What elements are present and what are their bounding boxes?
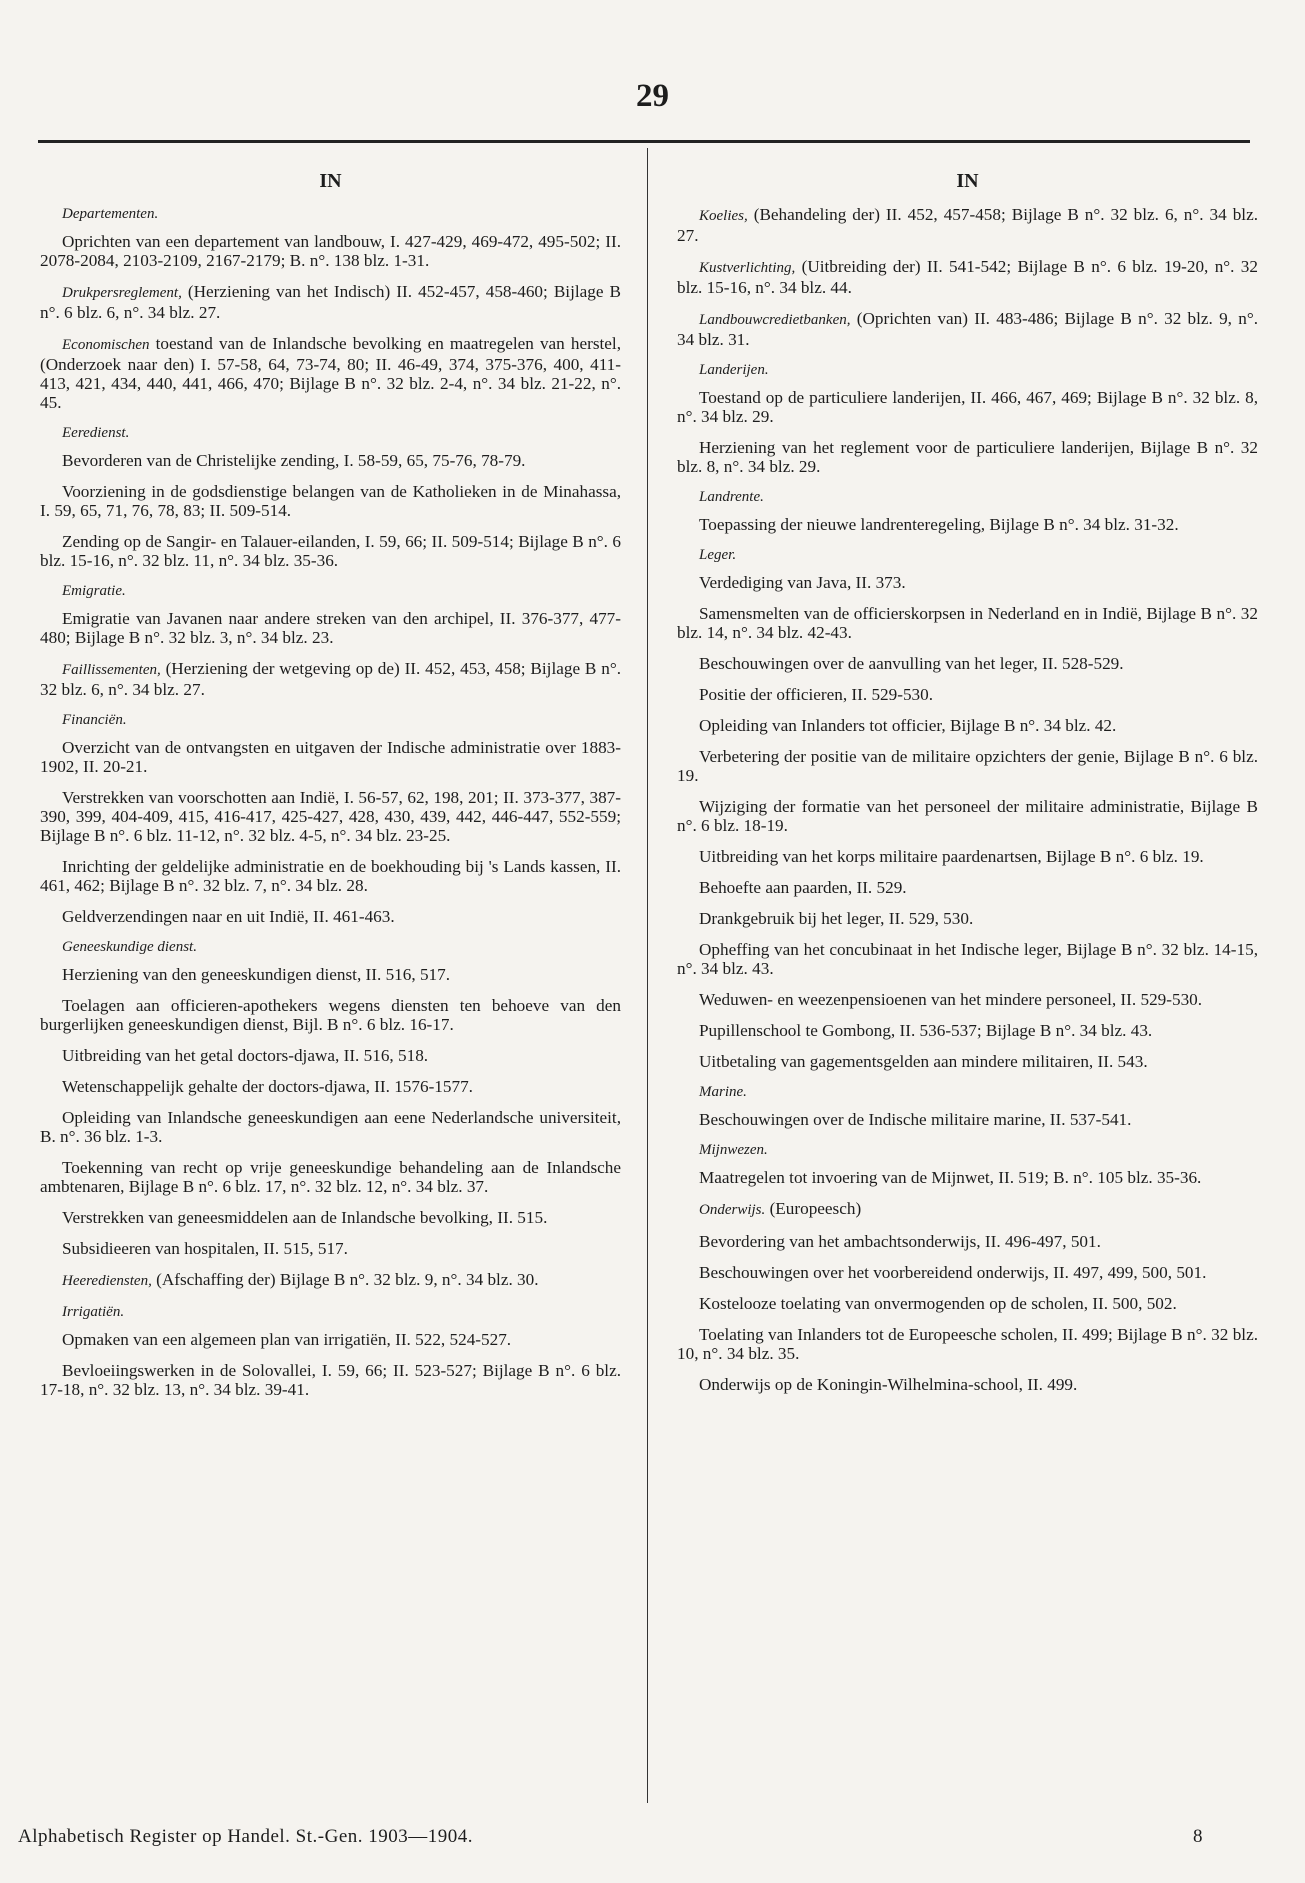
index-entry: Kostelooze toelating van onvermogenden op de scholen, II. 500, 502.	[699, 1294, 1177, 1313]
index-entry: Emigratie van Javanen naar andere streken van den archipel, II. 376-377, 477-480; Bijlage B n°. 32 blz. 3, n°. 34 blz. 23.	[40, 609, 621, 647]
entry-text: (Oprichten van) II. 483-486; Bijlage B n°. 32 blz. 9, n°. 34 blz. 31.	[677, 309, 1258, 349]
index-entry: Bevloeiingswerken in de Solovallei, I. 59, 66; II. 523-527; Bijlage B n°. 6 blz. 17-18, n°. 32 blz. 13, n°. 34 blz. 39-41.	[40, 1361, 621, 1399]
index-entry: Toelating van Inlanders tot de Europeesche scholen, II. 499; Bijlage B n°. 32 blz. 10, n°. 34 blz. 35.	[677, 1325, 1258, 1363]
index-entry	[677, 205, 1258, 245]
right-entries	[677, 205, 1258, 1394]
index-entry: Wijziging der formatie van het personeel der militaire administratie, Bijlage B n°. 6 blz. 18-19.	[677, 797, 1258, 835]
index-entry: Verstrekken van voorschotten aan Indië, I. 56-57, 62, 198, 201; II. 373-377, 387-390, 399, 404-409, 415, 416-417, 425-427, 428, 430, 439, 442, 446-447, 552-559; Bijlage B n°. 6 blz. 11-12, n°. 32 blz. 4-5, n°. 34 blz. 23-25.	[40, 788, 621, 845]
index-entry: Opmaken van een algemeen plan van irrigatiën, II. 522, 524-527.	[62, 1330, 512, 1349]
index-entry: Positie der officieren, II. 529-530.	[699, 685, 934, 704]
index-entry	[677, 257, 1258, 297]
footer-sheet-number: 8	[1193, 1826, 1203, 1847]
index-entry: Herziening van het reglement voor de particuliere landerijen, Bijlage B n°. 32 blz. 8, n°. 34 blz. 29.	[677, 438, 1258, 476]
index-entry: Wetenschappelijk gehalte der doctors-djawa, II. 1576-1577.	[62, 1077, 473, 1096]
index-entry: Uitbreiding van het getal doctors-djawa, II. 516, 518.	[62, 1046, 429, 1065]
page-footer	[18, 1826, 1203, 1848]
index-entry	[40, 1270, 621, 1291]
section-heading: Marine.	[699, 1084, 747, 1100]
index-entry: Verdediging van Java, II. 373.	[699, 573, 906, 592]
section-heading: Landrente.	[699, 489, 764, 505]
entry-text: (Herziening der wetgeving op de) II. 452, 453, 458; Bijlage B n°. 32 blz. 6, n°. 34 blz. 27.	[40, 659, 621, 699]
entry-keyword: Landbouwcredietbanken,	[699, 312, 851, 328]
index-entry: Drankgebruik bij het leger, II. 529, 530.	[699, 909, 974, 928]
index-entry: Bevordering van het ambachtsonderwijs, II. 496-497, 501.	[699, 1232, 1101, 1251]
index-entry: Beschouwingen over het voorbereidend onderwijs, II. 497, 499, 500, 501.	[699, 1263, 1207, 1282]
index-entry: Herziening van den geneeskundigen dienst, II. 516, 517.	[62, 965, 451, 984]
right-column-heading: IN	[956, 170, 979, 192]
entry-text: (Afschaffing der) Bijlage B n°. 32 blz. 9, n°. 34 blz. 30.	[151, 1270, 539, 1289]
index-entry	[677, 309, 1258, 349]
index-entry: Verbetering der positie van de militaire opzichters der genie, Bijlage B n°. 6 blz. 19.	[677, 747, 1258, 785]
index-entry: Maatregelen tot invoering van de Mijnwet, II. 519; B. n°. 105 blz. 35-36.	[699, 1168, 1202, 1187]
index-entry	[40, 659, 621, 699]
section-heading: Landerijen.	[699, 362, 769, 378]
index-entry: Zending op de Sangir- en Talauer-eilanden, I. 59, 66; II. 509-514; Bijlage B n°. 6 blz. 15-16, n°. 32 blz. 11, n°. 34 blz. 35-36.	[40, 532, 621, 570]
right-column	[677, 170, 1258, 1406]
entry-text: toestand van de Inlandsche bevolking en maatregelen van herstel, (Onderzoek naar den) I. 57-58, 64, 73-74, 80; II. 46-49, 374, 375-376, 400, 411-413, 421, 434, 440, 441, 466, 470; Bijlage B n°. 32 blz. 2-4, n°. 34 blz. 21-22, n°. 45.	[40, 334, 621, 412]
section-heading: Financiën.	[62, 712, 127, 728]
index-entry: Behoefte aan paarden, II. 529.	[699, 878, 907, 897]
index-entry: Weduwen- en weezenpensioenen van het mindere personeel, II. 529-530.	[699, 990, 1203, 1009]
section-heading: Departementen.	[62, 206, 159, 222]
index-entry: Onderwijs op de Koningin-Wilhelmina-school, II. 499.	[699, 1375, 1078, 1394]
index-entry: Overzicht van de ontvangsten en uitgaven der Indische administratie over 1883-1902, II. 20-21.	[40, 738, 621, 776]
index-entry: Toekenning van recht op vrije geneeskundige behandeling aan de Inlandsche ambtenaren, Bijlage B n°. 6 blz. 17, n°. 32 blz. 12, n°. 34 blz. 37.	[40, 1158, 621, 1196]
index-entry	[40, 282, 621, 322]
index-entry: Voorziening in de godsdienstige belangen van de Katholieken in de Minahassa, I. 59, 65, 71, 76, 78, 83; II. 509-514.	[40, 482, 621, 520]
index-entry: Uitbetaling van gagementsgelden aan mindere militairen, II. 543.	[699, 1052, 1148, 1071]
index-entry: Uitbreiding van het korps militaire paardenartsen, Bijlage B n°. 6 blz. 19.	[699, 847, 1204, 866]
index-entry	[677, 1199, 1258, 1220]
index-entry: Opheffing van het concubinaat in het Indische leger, Bijlage B n°. 32 blz. 14-15, n°. 34 blz. 43.	[677, 940, 1258, 978]
entry-text: (Herziening van het Indisch) II. 452-457, 458-460; Bijlage B n°. 6 blz. 6, n°. 34 blz. 27.	[40, 282, 621, 322]
index-entry: Toestand op de particuliere landerijen, II. 466, 467, 469; Bijlage B n°. 32 blz. 8, n°. 34 blz. 29.	[677, 388, 1258, 426]
entry-keyword: Kustverlichting,	[699, 260, 796, 276]
entry-keyword: Onderwijs.	[699, 1202, 766, 1218]
index-entry: Samensmelten van de officierskorpsen in Nederland en in Indië, Bijlage B n°. 32 blz. 14, n°. 34 blz. 42-43.	[677, 604, 1258, 642]
index-entry: Inrichting der geldelijke administratie en de boekhouding bij 's Lands kassen, II. 461, 462; Bijlage B n°. 32 blz. 7, n°. 34 blz. 28.	[40, 857, 621, 895]
section-heading: Eeredienst.	[62, 425, 130, 441]
left-column-heading: IN	[319, 170, 342, 192]
section-heading: Mijnwezen.	[699, 1142, 768, 1158]
index-entry: Subsidieeren van hospitalen, II. 515, 517.	[62, 1239, 348, 1258]
left-column	[40, 170, 621, 1411]
section-heading: Irrigatiën.	[62, 1304, 125, 1320]
index-entry: Pupillenschool te Gombong, II. 536-537; Bijlage B n°. 34 blz. 43.	[699, 1021, 1153, 1040]
index-entry: Bevorderen van de Christelijke zending, I. 58-59, 65, 75-76, 78-79.	[62, 451, 526, 470]
index-entry: Geldverzendingen naar en uit Indië, II. 461-463.	[62, 907, 395, 926]
index-entry: Opleiding van Inlanders tot officier, Bijlage B n°. 34 blz. 42.	[699, 716, 1117, 735]
index-entry: Toelagen aan officieren-apothekers wegens diensten ten behoeve van den burgerlijken geneeskundigen dienst, Bijl. B n°. 6 blz. 16-17.	[40, 996, 621, 1034]
index-entry: Oprichten van een departement van landbouw, I. 427-429, 469-472, 495-502; II. 2078-2084, 2103-2109, 2167-2179; B. n°. 138 blz. 1-31.	[40, 232, 621, 270]
entry-keyword: Heerediensten,	[62, 1273, 152, 1289]
entry-text: (Europeesch)	[765, 1199, 862, 1218]
footer-title: Alphabetisch Register op Handel. St.-Gen. 1903—1904.	[18, 1826, 474, 1847]
entry-text: (Uitbreiding der) II. 541-542; Bijlage B n°. 6 blz. 19-20, n°. 32 blz. 15-16, n°. 34 blz. 44.	[677, 257, 1258, 297]
top-rule	[38, 140, 1250, 143]
index-entry: Opleiding van Inlandsche geneeskundigen aan eene Nederlandsche universiteit, B. n°. 36 blz. 1-3.	[40, 1108, 621, 1146]
left-entries	[40, 205, 621, 1399]
index-entry: Toepassing der nieuwe landrenteregeling, Bijlage B n°. 34 blz. 31-32.	[699, 515, 1179, 534]
entry-keyword: Economischen	[62, 337, 150, 353]
index-entry: Beschouwingen over de Indische militaire marine, II. 537-541.	[699, 1110, 1132, 1129]
section-heading: Emigratie.	[62, 583, 126, 599]
index-entry: Verstrekken van geneesmiddelen aan de Inlandsche bevolking, II. 515.	[62, 1208, 548, 1227]
entry-keyword: Drukpersreglement,	[62, 285, 182, 301]
column-divider	[647, 148, 648, 1803]
entry-text: (Behandeling der) II. 452, 457-458; Bijlage B n°. 32 blz. 6, n°. 34 blz. 27.	[677, 205, 1258, 245]
index-entry	[40, 334, 621, 412]
section-heading: Geneeskundige dienst.	[62, 939, 197, 955]
index-entry: Beschouwingen over de aanvulling van het leger, II. 528-529.	[699, 654, 1124, 673]
entry-keyword: Faillissementen,	[62, 662, 161, 678]
entry-keyword: Koelies,	[699, 208, 748, 224]
section-heading: Leger.	[699, 547, 737, 563]
page-number: 29	[636, 78, 669, 114]
